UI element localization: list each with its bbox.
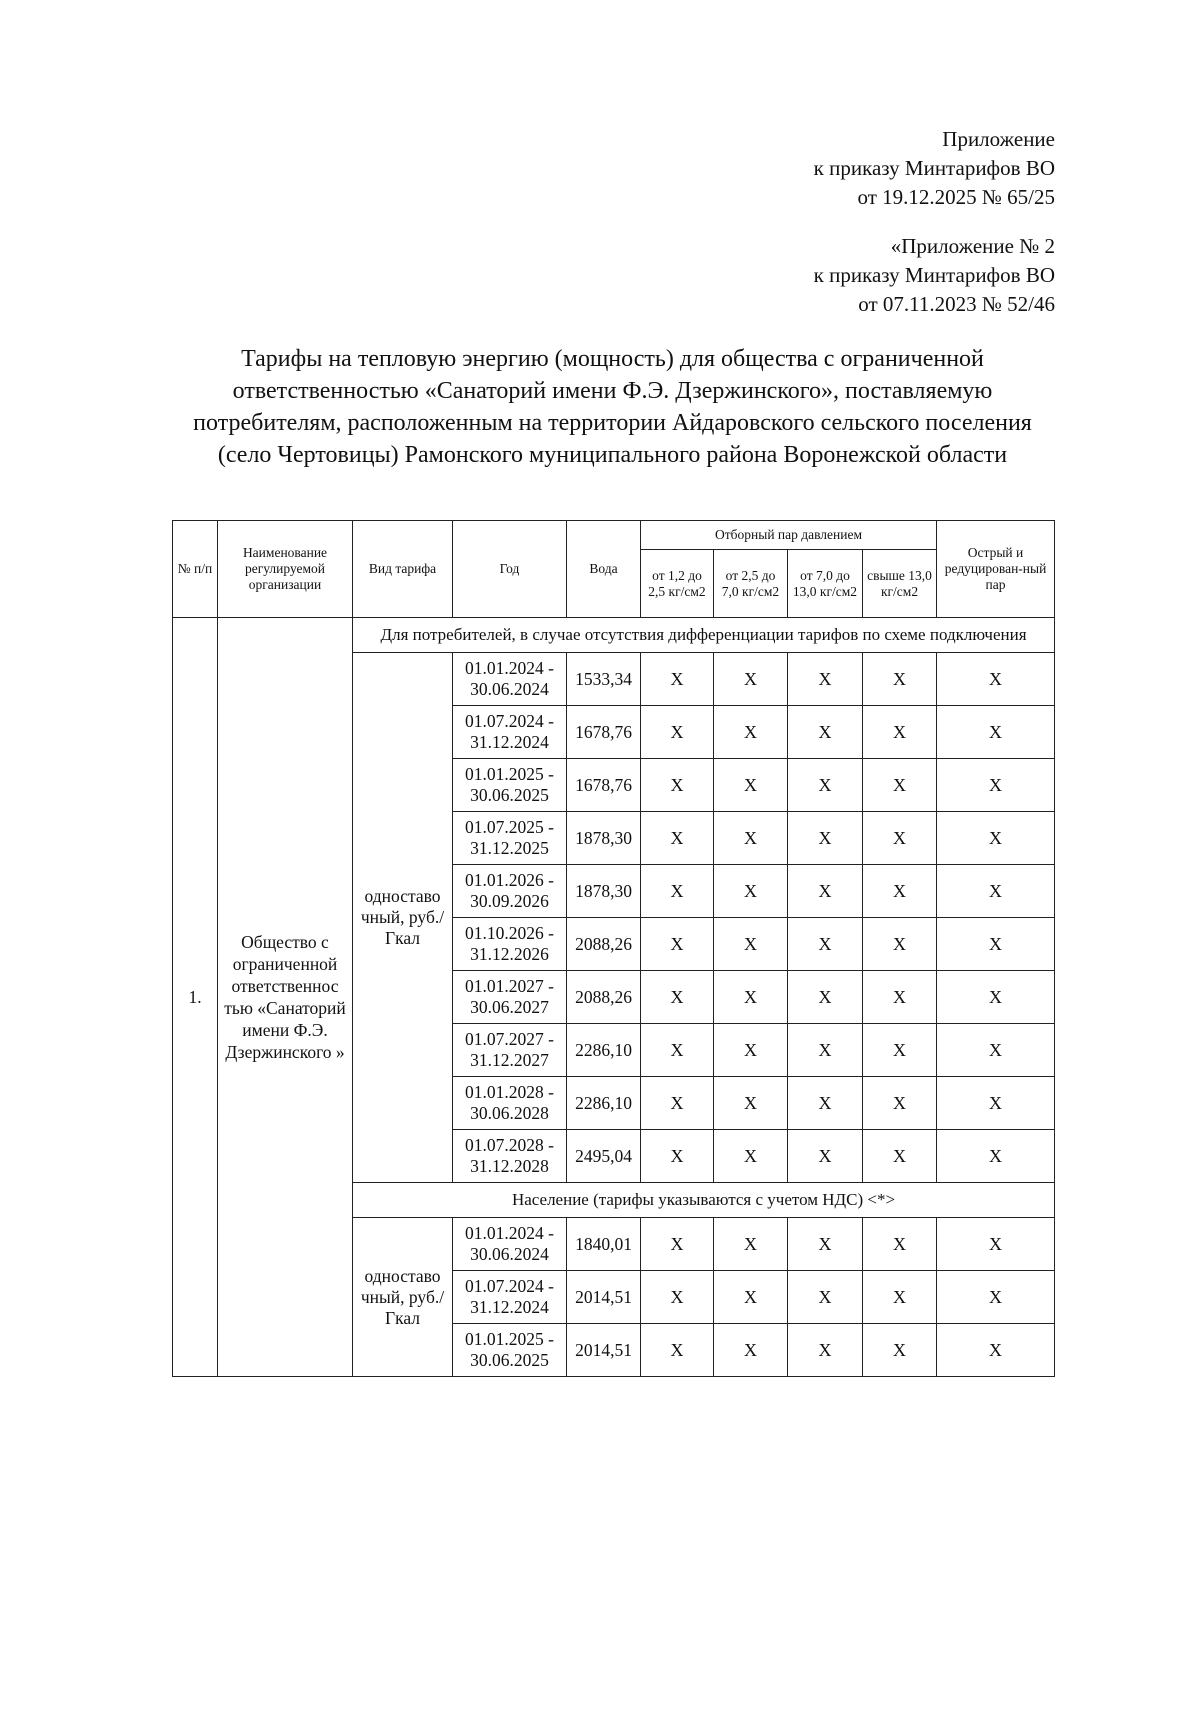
- not-applicable-cell: X: [937, 1130, 1055, 1183]
- header-line: от 19.12.2025 № 65/25: [857, 185, 1055, 209]
- not-applicable-cell: X: [788, 1271, 863, 1324]
- not-applicable-cell: X: [863, 918, 937, 971]
- not-applicable-cell: X: [863, 1077, 937, 1130]
- not-applicable-cell: X: [788, 865, 863, 918]
- header-line: к приказу Минтарифов ВО: [813, 156, 1055, 180]
- not-applicable-cell: X: [788, 1218, 863, 1271]
- not-applicable-cell: X: [937, 1077, 1055, 1130]
- not-applicable-cell: X: [863, 706, 937, 759]
- header-line: Приложение: [942, 127, 1055, 151]
- appendix-2-header: [814, 232, 1055, 319]
- header-p4: свыше 13,0 кг/см2: [863, 550, 937, 618]
- header-steam-group: Отборный пар давлением: [641, 521, 937, 550]
- not-applicable-cell: X: [641, 1324, 714, 1377]
- period-cell: 01.10.2026 - 31.12.2026: [453, 918, 567, 971]
- not-applicable-cell: X: [714, 1271, 788, 1324]
- not-applicable-cell: X: [714, 865, 788, 918]
- water-tariff-cell: 1840,01: [567, 1218, 641, 1271]
- not-applicable-cell: X: [788, 706, 863, 759]
- header-p1: от 1,2 до 2,5 кг/см2: [641, 550, 714, 618]
- water-tariff-cell: 2014,51: [567, 1271, 641, 1324]
- tariff-table: [172, 520, 1055, 1377]
- period-cell: 01.07.2028 - 31.12.2028: [453, 1130, 567, 1183]
- not-applicable-cell: X: [937, 1024, 1055, 1077]
- header-sharp-steam: Острый и редуцирован-ный пар: [937, 521, 1055, 618]
- water-tariff-cell: 2088,26: [567, 971, 641, 1024]
- not-applicable-cell: X: [863, 1218, 937, 1271]
- not-applicable-cell: X: [788, 759, 863, 812]
- water-tariff-cell: 1533,34: [567, 653, 641, 706]
- not-applicable-cell: X: [788, 812, 863, 865]
- not-applicable-cell: X: [863, 1324, 937, 1377]
- organization-name: Общество с ограниченной ответственнос тью «Санаторий имени Ф.Э. Дзержинского »: [218, 618, 353, 1377]
- header-p2: от 2,5 до 7,0 кг/см2: [714, 550, 788, 618]
- not-applicable-cell: X: [641, 1271, 714, 1324]
- not-applicable-cell: X: [937, 1324, 1055, 1377]
- not-applicable-cell: X: [714, 759, 788, 812]
- water-tariff-cell: 2014,51: [567, 1324, 641, 1377]
- not-applicable-cell: X: [863, 759, 937, 812]
- water-tariff-cell: 2286,10: [567, 1024, 641, 1077]
- header-year: Год: [453, 521, 567, 618]
- not-applicable-cell: X: [641, 706, 714, 759]
- not-applicable-cell: X: [641, 971, 714, 1024]
- not-applicable-cell: X: [714, 971, 788, 1024]
- not-applicable-cell: X: [714, 653, 788, 706]
- not-applicable-cell: X: [641, 812, 714, 865]
- header-num: № п/п: [173, 521, 218, 618]
- period-cell: 01.01.2025 - 30.06.2025: [453, 1324, 567, 1377]
- not-applicable-cell: X: [714, 812, 788, 865]
- water-tariff-cell: 2286,10: [567, 1077, 641, 1130]
- not-applicable-cell: X: [788, 1324, 863, 1377]
- header-line: «Приложение № 2: [890, 234, 1055, 258]
- header-line: к приказу Минтарифов ВО: [813, 263, 1055, 287]
- not-applicable-cell: X: [937, 1271, 1055, 1324]
- not-applicable-cell: X: [937, 812, 1055, 865]
- water-tariff-cell: 2495,04: [567, 1130, 641, 1183]
- not-applicable-cell: X: [714, 1130, 788, 1183]
- not-applicable-cell: X: [788, 1077, 863, 1130]
- water-tariff-cell: 1678,76: [567, 759, 641, 812]
- not-applicable-cell: X: [863, 1024, 937, 1077]
- not-applicable-cell: X: [641, 1077, 714, 1130]
- not-applicable-cell: X: [937, 918, 1055, 971]
- not-applicable-cell: X: [714, 706, 788, 759]
- not-applicable-cell: X: [641, 1024, 714, 1077]
- period-cell: 01.01.2028 - 30.06.2028: [453, 1077, 567, 1130]
- tariff-type: одноставо чный, руб./Гкал: [353, 1218, 453, 1377]
- section-title: Для потребителей, в случае отсутствия дифференциации тарифов по схеме подключения: [353, 618, 1055, 653]
- not-applicable-cell: X: [937, 971, 1055, 1024]
- period-cell: 01.07.2024 - 31.12.2024: [453, 706, 567, 759]
- not-applicable-cell: X: [714, 1218, 788, 1271]
- not-applicable-cell: X: [937, 653, 1055, 706]
- header-p3: от 7,0 до 13,0 кг/см2: [788, 550, 863, 618]
- document-title: Тарифы на тепловую энергию (мощность) для общества с ограниченной ответственностью «Санаторий имени Ф.Э. Дзержинского», поставляемую потребителям, расположенным на территории Айдаровского сельского поселения (село Чертовицы) Рамонского муниципального района Воронежской области: [193, 346, 1032, 468]
- not-applicable-cell: X: [641, 1130, 714, 1183]
- water-tariff-cell: 1878,30: [567, 865, 641, 918]
- appendix-header: [814, 125, 1055, 212]
- not-applicable-cell: X: [788, 971, 863, 1024]
- period-cell: 01.01.2024 - 30.06.2024: [453, 653, 567, 706]
- period-cell: 01.01.2027 - 30.06.2027: [453, 971, 567, 1024]
- row-number: 1.: [173, 618, 218, 1377]
- not-applicable-cell: X: [937, 1218, 1055, 1271]
- not-applicable-cell: X: [863, 865, 937, 918]
- not-applicable-cell: X: [714, 1077, 788, 1130]
- tariff-type: одноставо чный, руб./Гкал: [353, 653, 453, 1183]
- period-cell: 01.07.2025 - 31.12.2025: [453, 812, 567, 865]
- not-applicable-cell: X: [641, 759, 714, 812]
- not-applicable-cell: X: [788, 918, 863, 971]
- period-cell: 01.01.2025 - 30.06.2025: [453, 759, 567, 812]
- not-applicable-cell: X: [641, 653, 714, 706]
- not-applicable-cell: X: [641, 865, 714, 918]
- header-org: Наименование регулируемой организации: [218, 521, 353, 618]
- not-applicable-cell: X: [863, 1271, 937, 1324]
- section-title: Население (тарифы указываются с учетом НДС) <*>: [353, 1183, 1055, 1218]
- water-tariff-cell: 1878,30: [567, 812, 641, 865]
- water-tariff-cell: 1678,76: [567, 706, 641, 759]
- not-applicable-cell: X: [863, 1130, 937, 1183]
- header-type: Вид тарифа: [353, 521, 453, 618]
- section-row: [173, 618, 1055, 653]
- not-applicable-cell: X: [788, 1130, 863, 1183]
- not-applicable-cell: X: [863, 971, 937, 1024]
- not-applicable-cell: X: [788, 1024, 863, 1077]
- not-applicable-cell: X: [788, 653, 863, 706]
- period-cell: 01.07.2024 - 31.12.2024: [453, 1271, 567, 1324]
- not-applicable-cell: X: [863, 812, 937, 865]
- not-applicable-cell: X: [937, 706, 1055, 759]
- not-applicable-cell: X: [714, 1324, 788, 1377]
- period-cell: 01.01.2024 - 30.06.2024: [453, 1218, 567, 1271]
- not-applicable-cell: X: [937, 759, 1055, 812]
- not-applicable-cell: X: [641, 1218, 714, 1271]
- header-line: от 07.11.2023 № 52/46: [858, 292, 1055, 316]
- not-applicable-cell: X: [714, 918, 788, 971]
- period-cell: 01.07.2027 - 31.12.2027: [453, 1024, 567, 1077]
- not-applicable-cell: X: [714, 1024, 788, 1077]
- not-applicable-cell: X: [641, 918, 714, 971]
- not-applicable-cell: X: [937, 865, 1055, 918]
- water-tariff-cell: 2088,26: [567, 918, 641, 971]
- period-cell: 01.01.2026 - 30.09.2026: [453, 865, 567, 918]
- not-applicable-cell: X: [863, 653, 937, 706]
- header-water: Вода: [567, 521, 641, 618]
